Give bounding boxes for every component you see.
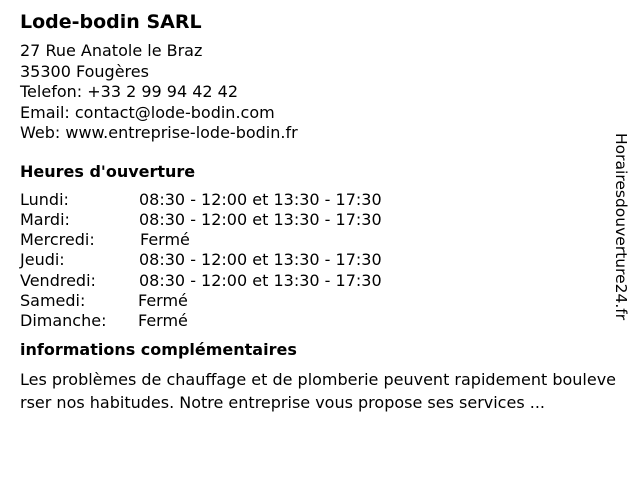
hours-row (20, 250, 620, 270)
email-line: Email: contact@lode-bodin.com (20, 102, 275, 122)
hours-value: Fermé (138, 311, 188, 331)
hours-day: Mardi: (20, 209, 70, 229)
address-street: 27 Rue Anatole le Braz (20, 41, 203, 60)
hours-row (20, 311, 620, 331)
hours-row (20, 210, 620, 230)
address-city: 35300 Fougères (20, 61, 149, 81)
phone-line: Telefon: +33 2 99 94 42 42 (20, 82, 239, 101)
hours-day: Vendredi: (20, 270, 96, 290)
hours-value: 08:30 - 12:00 et 13:30 - 17:30 (139, 209, 382, 229)
watermark (611, 133, 631, 345)
hours-table (20, 190, 620, 332)
hours-value: 08:30 - 12:00 et 13:30 - 17:30 (139, 250, 382, 270)
hours-day: Jeudi: (20, 250, 65, 270)
hours-row (20, 230, 620, 250)
hours-day: Samedi: (20, 290, 86, 310)
hours-row (20, 291, 620, 311)
hours-day: Mercredi: (20, 230, 95, 250)
business-card (20, 8, 620, 414)
info-description: Les problèmes de chauffage et de plomberie peuvent rapidement bouleverser nos habitudes. Notre entreprise vous propose ses services ... (20, 369, 617, 412)
info-title: informations complémentaires (20, 339, 297, 359)
watermark-text: Horairesdouverture24.fr (612, 133, 630, 321)
hours-value: Fermé (138, 290, 188, 310)
hours-title: Heures d'ouverture (20, 161, 196, 181)
hours-value: 08:30 - 12:00 et 13:30 - 17:30 (139, 189, 382, 209)
hours-value: 08:30 - 12:00 et 13:30 - 17:30 (139, 270, 382, 290)
web-line: Web: www.entreprise-lode-bodin.fr (20, 123, 298, 142)
hours-row (20, 190, 620, 210)
hours-day: Dimanche: (20, 311, 107, 331)
hours-value: Fermé (140, 230, 190, 250)
hours-day: Lundi: (20, 189, 69, 209)
hours-row (20, 271, 620, 291)
contact-block (20, 41, 620, 144)
company-name: Lode-bodin SARL (20, 11, 202, 33)
